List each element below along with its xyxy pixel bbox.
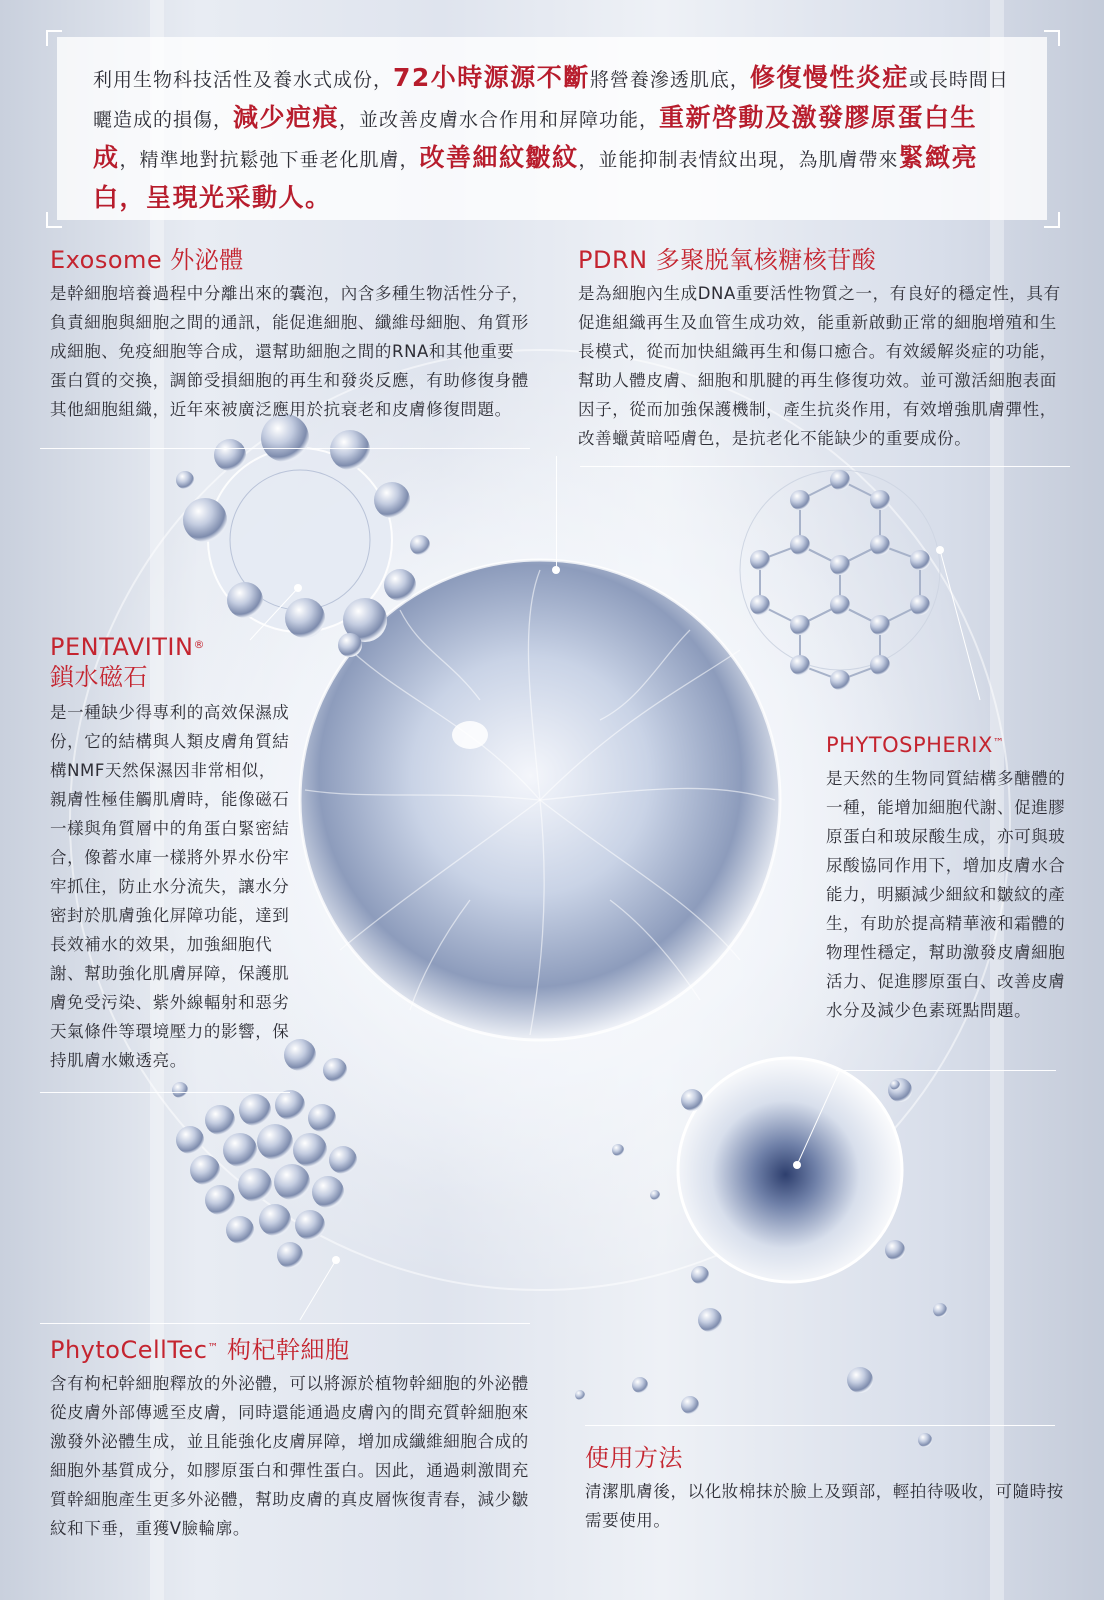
intro-highlight: 緊緻亮白，呈現光采動人。 (93, 143, 979, 212)
intro-highlight: 72小時源源不斷 (393, 63, 590, 92)
exosome-body: 是幹細胞培養過程中分離出來的囊泡，內含多種生物活性分子，負責細胞與細胞之間的通訊，能促進細胞、纖維母細胞、角質形成細胞、免疫細胞等合成，還幫助細胞之間的RNA和其他重要蛋白質的交換，調節受損細胞的再生和發炎反應，有助修復身體其他細胞組織，近年來被廣泛應用於抗衰老和皮膚修復問題。 (50, 284, 529, 419)
usage-title: 使用方法 (585, 1444, 683, 1472)
pdrn-body: 是為細胞內生成DNA重要活性物質之一，有良好的穩定性，具有促進組織再生及血管生成功效，能重新啟動正常的細胞增殖和生長模式，從而加快組織再生和傷口癒合。有效緩解炎症的功能，幫助人體皮膚、細胞和肌腱的再生修復功效。並可激活細胞表面因子，從而加強保護機制，產生抗炎作用，有效增強肌膚彈性，改善蠟黃暗啞膚色，是抗老化不能缺少的重要成份。 (578, 284, 1061, 448)
phytocelltec-name: PhytoCellTec (50, 1336, 208, 1364)
section-pdrn (578, 245, 1068, 453)
intro-text: 利用生物科技活性及養水式成份， (93, 69, 394, 91)
divider-cell (40, 1323, 530, 1324)
intro-text: 將營養滲透肌底， (589, 69, 750, 91)
section-phytospherix (826, 730, 1066, 1025)
pentavitin-title (50, 632, 290, 692)
intro-text: ，並改善皮膚水合作用和屏障功能， (339, 109, 660, 131)
phytospherix-title (826, 730, 1066, 760)
phytospherix-body: 是天然的生物同質結構多醣體的一種，能增加細胞代謝、促進膠原蛋白和玻尿酸生成，亦可與玻尿酸協同作用下，增加皮膚水合能力，明顯減少細紋和皺紋的產生，有助於提高精華液和霜體的物理性穩定，幫助激發皮膚細胞活力、促進膠原蛋白、改善皮膚水分及減少色素斑點問題。 (826, 769, 1066, 1020)
phytospherix-name: PHYTOSPHERIX (826, 733, 993, 757)
intro-text: ，並能抑制表情紋出現，為肌膚帶來 (578, 149, 899, 171)
divider-pdrn-vertical (556, 456, 557, 572)
intro-highlight: 改善細紋皺紋 (419, 143, 579, 172)
intro-text: 或長時間日曬造成的損傷， (93, 69, 1009, 131)
pdrn-title: PDRN 多聚脱氧核糖核苷酸 (578, 246, 877, 274)
phytocelltec-suffix: 枸杞幹細胞 (218, 1336, 350, 1364)
intro-box (57, 37, 1047, 220)
intro-highlight: 重新啓動及激發膠原蛋白生成 (93, 103, 978, 172)
eye-cell (678, 1058, 912, 1332)
phytocelltec-body: 含有枸杞幹細胞釋放的外泌體，可以將源於植物幹細胞的外泌體從皮膚外部傳遞至皮膚，同時還能通過皮膚內的間充質幹細胞來激發外泌體生成，並且能強化皮膚屏障，增加成纖維細胞合成的細胞外基質成分，如膠原蛋白和彈性蛋白。因此，通過刺激間充質幹細胞產生更多外泌體，幫助皮膚的真皮層恢復青春，減少皺紋和下垂，重獲V臉輪廓。 (50, 1374, 529, 1538)
trademark-mark: ™ (992, 736, 1005, 749)
phytocelltec-title (50, 1335, 530, 1365)
divider-pdrn (580, 466, 1070, 467)
intro-text: ，精準地對抗鬆弛下垂老化肌膚， (119, 149, 420, 171)
registered-mark: ® (193, 638, 205, 651)
usage-body: 清潔肌膚後，以化妝棉抹於臉上及頸部，輕拍待吸收，可隨時按需要使用。 (585, 1482, 1064, 1530)
pentavitin-body: 是一種缺少得專利的高效保濕成份，它的結構與人類皮膚角質結構NMF天然保濕因非常相似，親膚性極佳觸肌膚時，能像磁石一樣與角質層中的角蛋白緊密結合，像蓄水庫一樣將外界水份牢牢抓住，防止水分流失，讓水分密封於肌膚強化屏障功能，達到長效補水的效果，加強細胞代謝、幫助強化肌膚屏障，保護肌膚免受污染、紫外線輻射和惡劣天氣條件等環境壓力的影響，保持肌膚水嫩透亮。 (50, 703, 290, 1070)
divider-usage (585, 1425, 1055, 1426)
intro-highlight: 修復慢性炎症 (749, 63, 909, 92)
section-exosome (50, 245, 530, 424)
exosome-title: Exosome 外泌體 (50, 246, 244, 274)
pentavitin-name: PENTAVITIN (50, 633, 194, 661)
pentavitin-subtitle: 鎖水磁石 (50, 663, 148, 691)
section-usage (585, 1443, 1075, 1535)
divider-penta (40, 1092, 290, 1093)
section-phytocelltec (50, 1335, 530, 1543)
divider-exosome (40, 448, 530, 449)
section-pentavitin (50, 632, 290, 1075)
divider-phyto (836, 1070, 1056, 1071)
intro-highlight: 減少疤痕 (233, 103, 340, 132)
trademark-mark: ™ (207, 1341, 219, 1354)
